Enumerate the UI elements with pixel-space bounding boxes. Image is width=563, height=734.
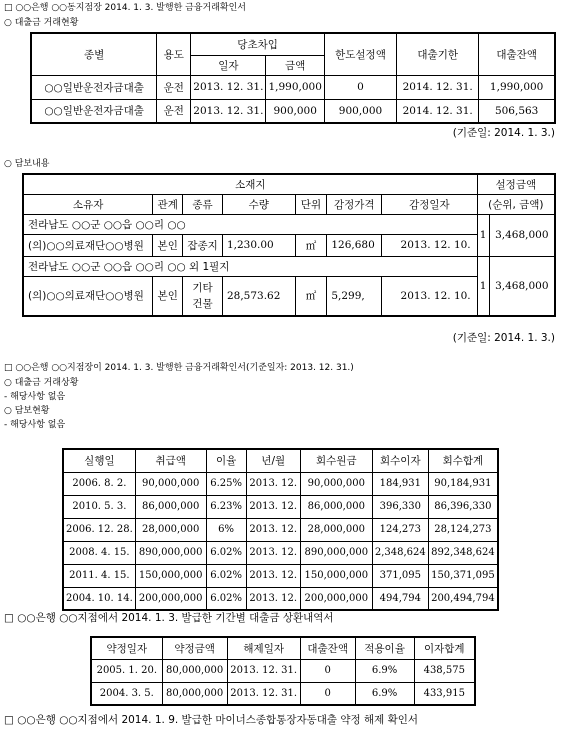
cell-value: 890,000,000 [135,541,206,564]
cell-balance: 1,990,000 [479,75,555,99]
header-relation: 관계 [153,194,183,214]
cell-value: 28,124,273 [428,518,498,541]
cell-value: 86,000,000 [300,495,372,518]
header-appraisal-date: 감정일자 [382,194,477,214]
cell-value: 2006. 8. 2. [63,472,135,495]
header-contract-amount: 약정금액 [162,637,227,659]
header-handled: 취급액 [135,449,206,472]
header-set: 설정금액 [477,174,555,194]
cell-value: 6.02% [206,587,246,610]
table-row [63,587,498,610]
cell-value: 2011. 4. 15. [63,564,135,587]
cell-value: 124,273 [372,518,428,541]
cell-value: 0 [300,659,355,682]
header-balance: 대출잔액 [479,33,555,75]
section2-loan-none: - 해당사항 없음 [4,392,66,402]
cell-value: 2005. 1. 20. [91,659,162,682]
cell-relation: 본인 [153,234,183,256]
cell-value: 433,915 [414,682,475,705]
cell-value: 80,000,000 [162,659,227,682]
header-location: 소재지 [23,174,477,194]
cell-appraisal-date: 2013. 12. 10. [382,234,477,256]
collateral-subtitle: ○ 담보내용 [4,159,50,169]
cell-value: 6.25% [206,472,246,495]
header-date: 일자 [191,55,266,75]
cell-value: 2013. 12. [246,564,300,587]
cell-set-amount: 3,468,000 [489,256,555,316]
header-due: 대출기한 [397,33,479,75]
history-table [62,448,499,611]
cell-value: 890,000,000 [300,541,372,564]
cell-owner: (의)○○의료재단○○병원 [23,234,153,256]
cell-appraisal: 126,680 [327,234,382,256]
table-row [63,518,498,541]
cell-date: 2013. 12. 31. [191,75,266,99]
collateral-table [22,173,556,317]
cell-kind: 잡종지 [183,234,223,256]
header-amount: 금액 [266,55,324,75]
cell-value: 90,184,931 [428,472,498,495]
section2-collateral-label: ○ 담보현황 [4,406,50,416]
cell-due: 2014. 12. 31. [397,99,479,123]
cell-address: 전라남도 ○○군 ○○읍 ○○리 ○○ [23,214,477,234]
table-row [23,214,555,234]
cell-value: 396,330 [372,495,428,518]
cell-unit: ㎡ [295,234,327,256]
table-row [91,659,475,682]
cell-due: 2014. 12. 31. [397,75,479,99]
table-row [23,234,555,256]
section3-title: □ ○○은행 ○○지점에서 2014. 1. 3. 발급한 기간별 대출금 상환내역서 [4,612,334,624]
cell-value: 2013. 12. [246,587,300,610]
cell-value: 2013. 12. [246,495,300,518]
section1-title: □ ○○은행 ○○동지점장 2014. 1. 3. 발행한 금융거래확인서 [4,3,246,13]
header-qty: 수량 [222,194,295,214]
table-row [23,276,555,316]
cell-value: 6% [206,518,246,541]
section1-basis: (기준일: 2014. 1. 3.) [452,127,555,139]
table-row [63,472,498,495]
cell-amount: 900,000 [266,99,324,123]
cell-value: 892,348,624 [428,541,498,564]
cell-value: 2013. 12. [246,541,300,564]
cell-date: 2013. 12. 31. [191,99,266,123]
cell-value: 2010. 5. 3. [63,495,135,518]
cell-relation: 본인 [153,276,183,316]
cell-limit: 900,000 [324,99,396,123]
cell-value: 6.23% [206,495,246,518]
cell-value: 494,794 [372,587,428,610]
header-set-sub: (순위, 금액) [477,194,555,214]
table-row [63,564,498,587]
cell-value: 6.9% [355,659,414,682]
cell-type: ○○일반운전자금대출 [31,75,157,99]
cell-value: 150,371,095 [428,564,498,587]
table-row [31,75,555,99]
cell-value: 150,000,000 [135,564,206,587]
cell-value: 200,000,000 [135,587,206,610]
cell-value: 80,000,000 [162,682,227,705]
header-appraisal: 감정가격 [327,194,382,214]
cell-value: 2013. 12. 31. [227,682,300,705]
cell-value: 184,931 [372,472,428,495]
section1-subtitle: ○ 대출금 거래현황 [4,18,79,28]
cell-value: 6.02% [206,564,246,587]
cell-value: 28,000,000 [300,518,372,541]
header-principal: 회수원금 [300,449,372,472]
cell-value: 200,000,000 [300,587,372,610]
header-ym: 년/월 [246,449,300,472]
cell-value: 90,000,000 [300,472,372,495]
section4-title: □ ○○은행 ○○지점에서 2014. 1. 9. 발급한 마이너스종합통장자동대출 약정 해제 확인서 [4,714,419,726]
cell-set-amount: 3,468,000 [489,214,555,256]
header-type: 종별 [31,33,157,75]
header-contract-date: 약정일자 [91,637,162,659]
cell-value: 438,575 [414,659,475,682]
header-unit: 단위 [295,194,327,214]
cell-address: 전라남도 ○○군 ○○읍 ○○리 ○○ 외 1필지 [23,256,477,276]
header-exec-date: 실행일 [63,449,135,472]
cell-limit: 0 [324,75,396,99]
header-limit: 한도설정액 [324,33,396,75]
cell-value: 2008. 4. 15. [63,541,135,564]
cell-qty: 1,230.00 [222,234,295,256]
header-release-date: 해제일자 [227,637,300,659]
section2-collateral-none: - 해당사항 없음 [4,420,66,430]
table-row [91,682,475,705]
cell-type: ○○일반운전자금대출 [31,99,157,123]
cell-appraisal-date: 2013. 12. 10. [382,276,477,316]
cell-amount: 1,990,000 [266,75,324,99]
header-total: 회수합계 [428,449,498,472]
cell-use: 운전 [157,99,191,123]
cell-value: 2013. 12. [246,518,300,541]
header-owner: 소유자 [23,194,153,214]
cell-value: 6.9% [355,682,414,705]
cell-value: 200,494,794 [428,587,498,610]
repayment-table [90,636,476,706]
cell-qty: 28,573.62 [222,276,295,316]
cell-value: 150,000,000 [300,564,372,587]
table-row [23,256,555,276]
table-row [63,541,498,564]
cell-value: 2006. 12. 28. [63,518,135,541]
cell-value: 371,095 [372,564,428,587]
section2-loan-label: ○ 대출금 거래상황 [4,378,79,388]
cell-value: 0 [300,682,355,705]
cell-unit: ㎡ [295,276,327,316]
header-kind: 종류 [183,194,223,214]
cell-rank: 1 [477,214,489,256]
table-row [31,99,555,123]
cell-use: 운전 [157,75,191,99]
header-rate: 이율 [206,449,246,472]
cell-appraisal: 5,299, [327,276,382,316]
cell-value: 28,000,000 [135,518,206,541]
cell-value: 90,000,000 [135,472,206,495]
loan-status-table [30,32,556,124]
cell-rank: 1 [477,256,489,316]
header-use: 용도 [157,33,191,75]
cell-value: 2,348,624 [372,541,428,564]
header-interest-total: 이자합계 [414,637,475,659]
table-row [63,495,498,518]
collateral-basis: (기준일: 2014. 1. 3.) [452,332,555,344]
cell-kind: 기타 건물 [183,276,223,316]
cell-value: 86,000,000 [135,495,206,518]
header-initial: 당초차입 [191,33,325,55]
cell-owner: (의)○○의료재단○○병원 [23,276,153,316]
section2-title: □ ○○은행 ○○지점장이 2014. 1. 3. 발행한 금융거래확인서(기준일자: 2013. 12. 31.) [4,363,354,373]
header-applied-rate: 적용이율 [355,637,414,659]
cell-value: 2004. 10. 14. [63,587,135,610]
cell-value: 86,396,330 [428,495,498,518]
cell-value: 2013. 12. [246,472,300,495]
cell-value: 2004. 3. 5. [91,682,162,705]
cell-value: 6.02% [206,541,246,564]
header-interest: 회수이자 [372,449,428,472]
header-balance: 대출잔액 [300,637,355,659]
cell-balance: 506,563 [479,99,555,123]
cell-value: 2013. 12. 31. [227,659,300,682]
